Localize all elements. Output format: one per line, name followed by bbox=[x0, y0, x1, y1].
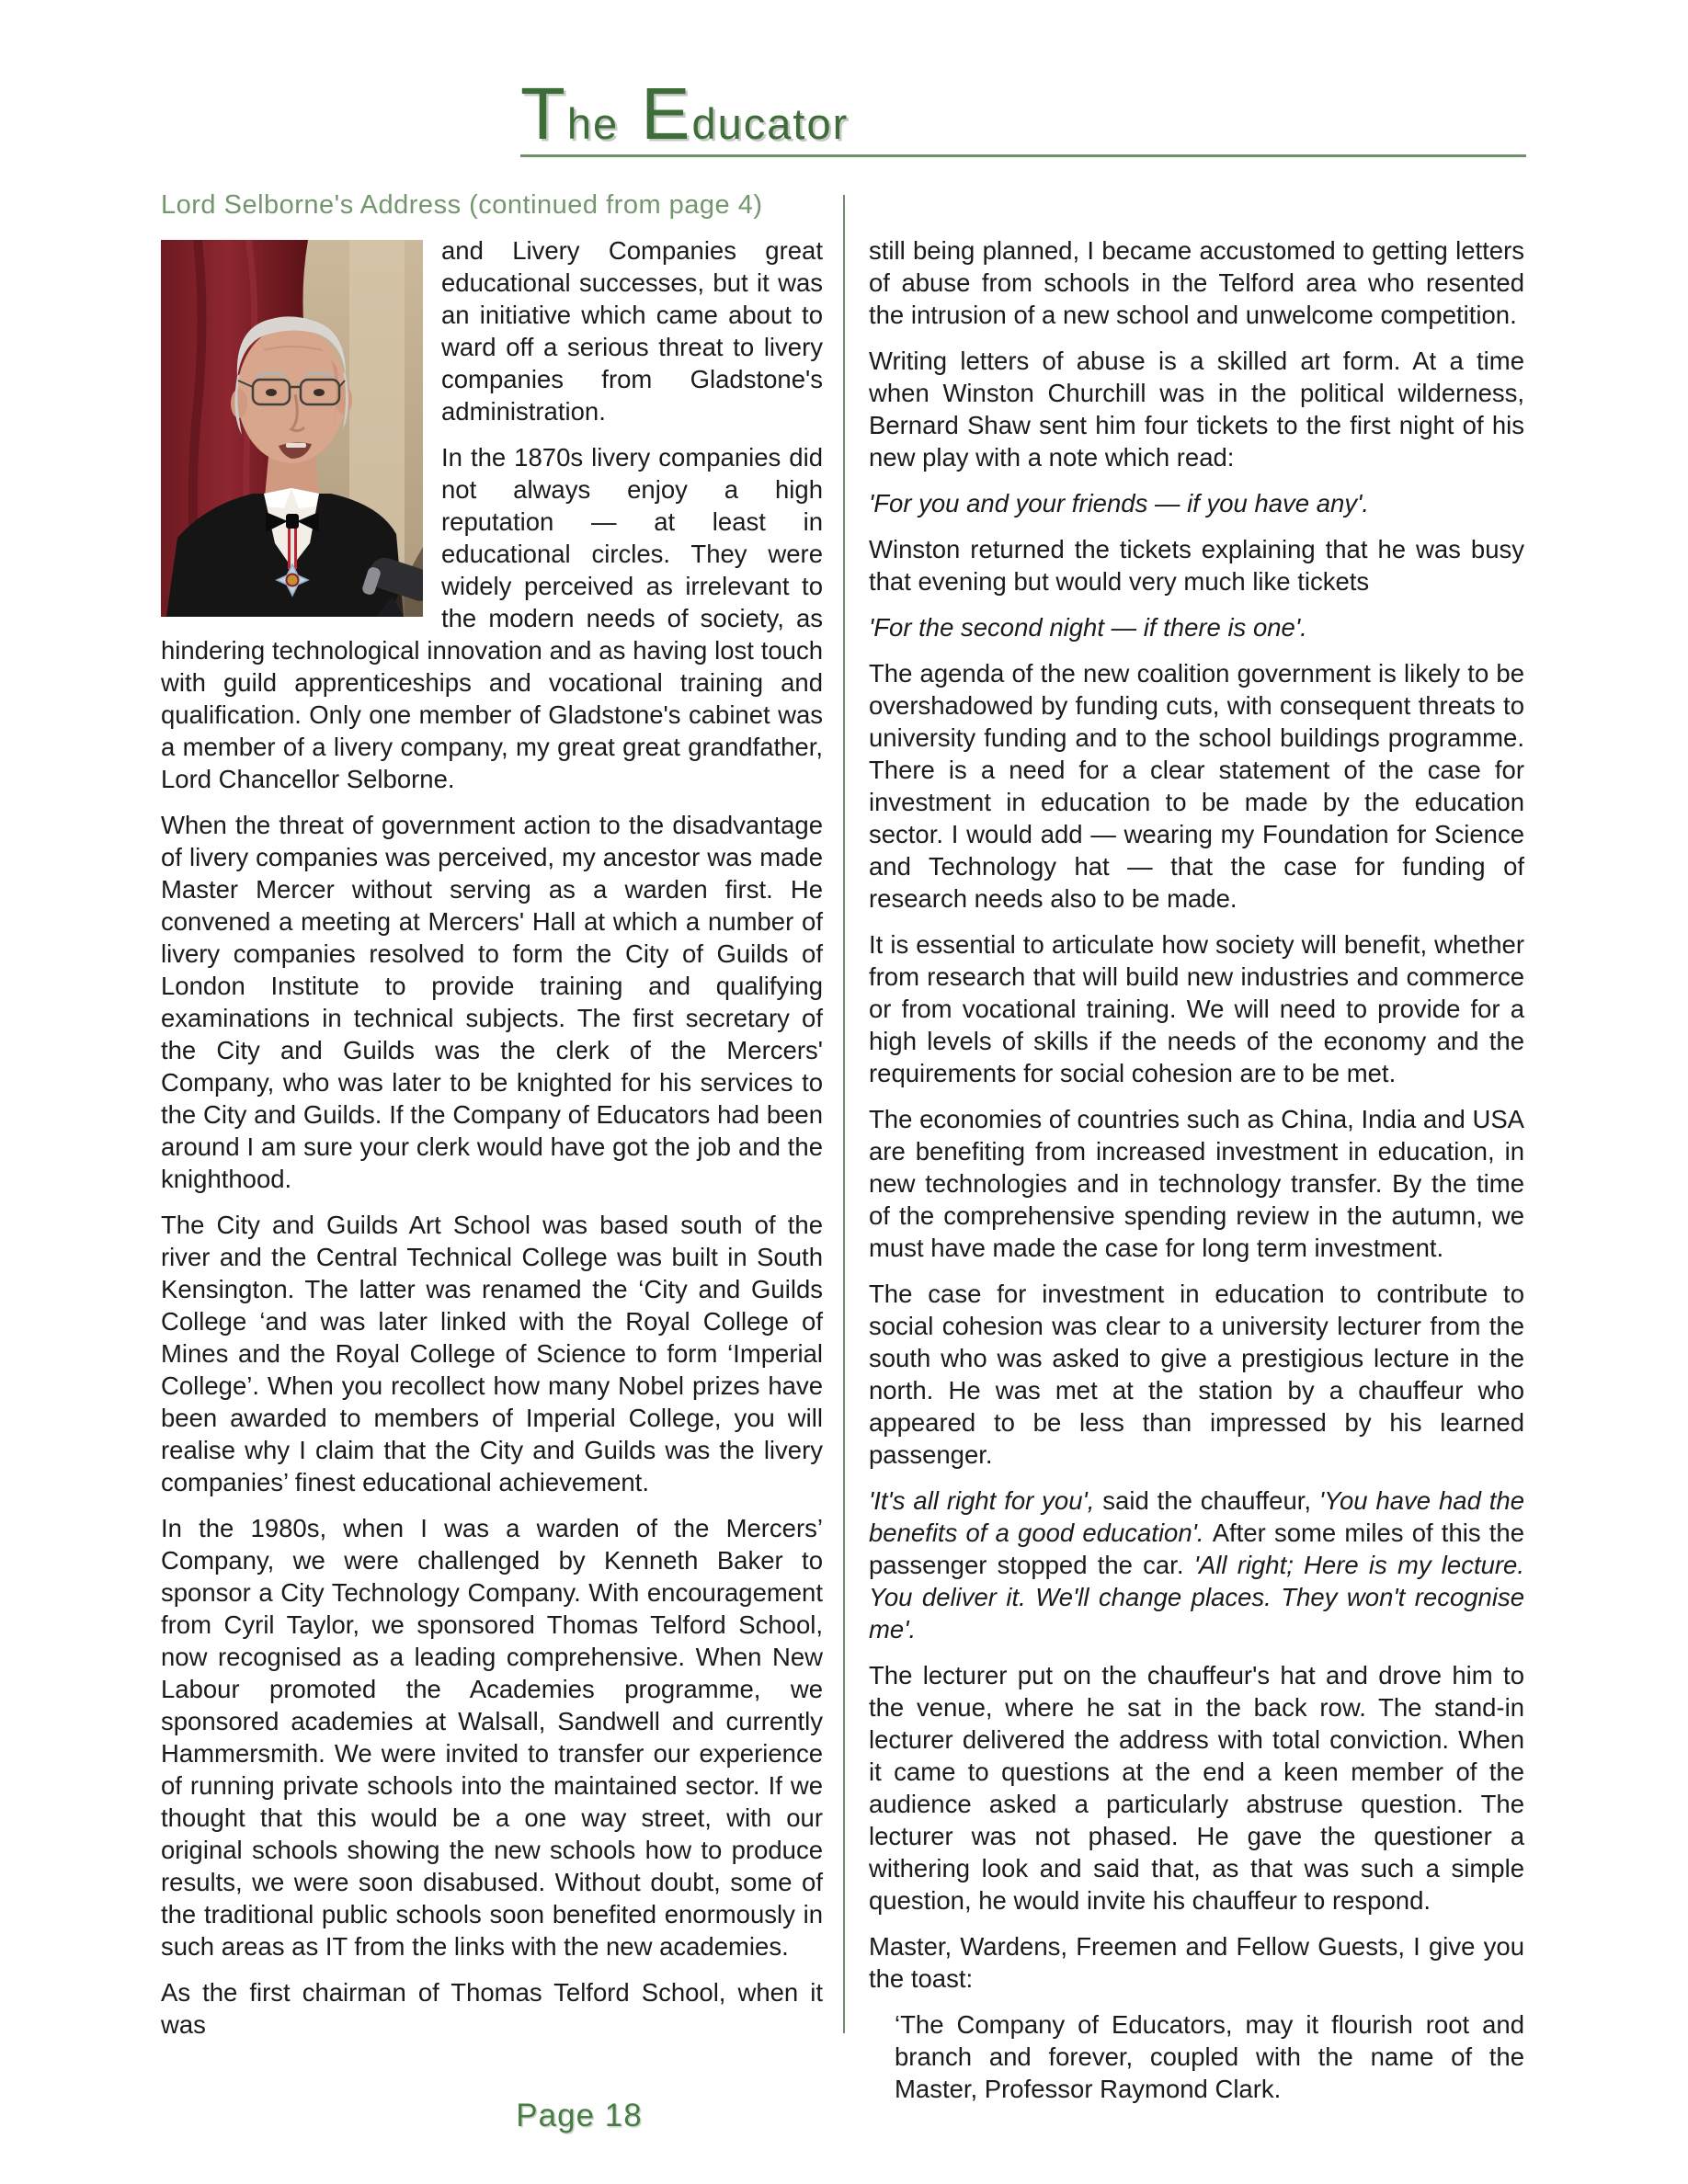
body-text: Writing letters of abuse is a skilled art form. At a time when Winston Churchill was in the political wilderness, Bernard Shaw sent him four tickets to the first night of his new play with a note which read: bbox=[869, 347, 1524, 472]
quote-text: 'All right; Here is my lecture. You deliver it. We'll change places. They won't recognise me'. bbox=[869, 1551, 1524, 1644]
title-initial-e: E bbox=[641, 73, 692, 154]
paragraph bbox=[869, 533, 1524, 597]
paragraph bbox=[869, 1484, 1524, 1645]
paragraph bbox=[161, 809, 823, 1195]
body-text: said the chauffeur, bbox=[1102, 1486, 1319, 1515]
body-text: The economies of countries such as China, India and USA are benefiting from increased investment in education, in new technologies and in technology transfer. By the time of the comprehensive spending review in the autumn, we must have made the case for long term investment. bbox=[869, 1105, 1524, 1262]
body-text: Master, Wardens, Freemen and Fellow Guests, I give you the toast: bbox=[869, 1932, 1524, 1993]
quote-text: 'You have had the benefits of a good education'. bbox=[869, 1486, 1524, 1547]
page-footer bbox=[501, 2098, 657, 2134]
body-text: ‘The Company of Educators, may it flourish root and branch and forever, coupled with the name of the Master, Professor Raymond Clark. bbox=[895, 2010, 1524, 2103]
body-text: In the 1870s livery companies did not always enjoy a high reputation — at least in educational circles. They were widely perceived as irrelevant to the modern needs of society, as hindering technological innovation and as having lost touch with guild apprenticeships and vocational training and qualification. Only one member of Gladstone's cabinet was a member of a livery company, my great great grandfather, Lord Chancellor Selborne. bbox=[161, 443, 823, 793]
paragraph bbox=[869, 657, 1524, 915]
paragraph bbox=[869, 1278, 1524, 1471]
body-text: When the threat of government action to the disadvantage of livery companies was perceived, my ancestor was made Master Mercer without serving as a warden first. He convened a meeting at Mercers' Hall at which a number of livery companies resolved to form the City of Guilds of London Institute to provide training and qualifying examinations in technical subjects. The first secretary of the City and Guilds was the clerk of the Mercers' Company, who was later to be knighted for his services to the City and Guilds. If the Company of Educators had been around I am sure your clerk would have got the job and the knighthood. bbox=[161, 811, 823, 1193]
article-heading: Lord Selborne's Address (continued from page 4) bbox=[161, 190, 763, 220]
body-text: As the first chairman of Thomas Telford School, when it was bbox=[161, 1978, 823, 2039]
quote-text: 'For you and your friends — if you have any'. bbox=[869, 489, 1369, 518]
quote-text: 'It's all right for you', bbox=[869, 1486, 1103, 1515]
paragraph bbox=[869, 2008, 1524, 2105]
body-text: The agenda of the new coalition government is likely to be overshadowed by funding cuts, with consequent threats to university funding and to the school buildings programme. There is a need for a clear statement of the case for investment in education to be made by the education sector. I would add — wearing my Foundation for Science and Technology hat — that the case for funding of research needs also to be made. bbox=[869, 659, 1524, 913]
body-text: In the 1980s, when I was a warden of the Mercers’ Company, we were challenged by Kenneth Baker to sponsor a City Technology Company. With encouragement from Cyril Taylor, we sponsored Thomas Telford School, now recognised as a leading comprehensive. When New Labour promoted the Academies programme, we sponsored academies at Walsall, Sandwell and currently Hammersmith. We were invited to transfer our experience of running private schools into the maintained sector. If we thought that this would be a one way street, with our original schools showing the new schools how to produce results, we were soon disabused. Without doubt, some of the traditional public schools soon benefited enormously in such areas as IT from the links with the new academies. bbox=[161, 1514, 823, 1961]
body-text: still being planned, I became accustomed to getting letters of abuse from schools in the Telford area who resented the intrusion of a new school and unwelcome competition. bbox=[869, 236, 1524, 329]
paragraph bbox=[869, 1103, 1524, 1264]
paragraph bbox=[869, 611, 1524, 643]
paragraph bbox=[869, 234, 1524, 331]
title-word-the: he bbox=[566, 99, 620, 148]
body-text: After some miles of this the passenger stopped the car. bbox=[869, 1519, 1524, 1579]
paragraph bbox=[161, 1209, 823, 1498]
right-column-text bbox=[869, 234, 1524, 2105]
masthead-rule bbox=[520, 154, 1526, 157]
paragraph bbox=[869, 1930, 1524, 1995]
newsletter-title bbox=[520, 73, 850, 154]
body-text: The City and Guilds Art School was based south of the river and the Central Technical College was built in South Kensington. The latter was renamed the ‘City and Guilds College ‘and was later linked with the Royal College of Mines and the Royal College of Science to form ‘Imperial College’. When you recollect how many Nobel prizes have been awarded to members of Imperial College, you will realise why I claim that the City and Guilds was the livery companies’ finest educational achievement. bbox=[161, 1211, 823, 1496]
body-text: and Livery Companies great educational successes, but it was an initiative which came about to ward off a serious threat to livery companies from Gladstone's administration. bbox=[441, 236, 823, 426]
quote-text: 'For the second night — if there is one'. bbox=[869, 613, 1307, 642]
paragraph bbox=[869, 928, 1524, 1089]
speaker-photo bbox=[161, 240, 423, 617]
body-text: It is essential to articulate how society will benefit, whether from research that will build new industries and commerce or from vocational training. We will need to provide for a high levels of skills if the needs of the economy and the requirements for social cohesion are to be met. bbox=[869, 930, 1524, 1087]
title-word-educator: ducator bbox=[691, 99, 850, 148]
paragraph bbox=[869, 487, 1524, 519]
paragraph bbox=[869, 345, 1524, 473]
right-column bbox=[869, 188, 1524, 2119]
body-text: The case for investment in education to contribute to social cohesion was clear to a university lecturer from the south who was asked to give a prestigious lecture in the north. He was met at the station by a chauffeur who appeared to be less than impressed by his learned passenger. bbox=[869, 1280, 1524, 1469]
paragraph bbox=[869, 1659, 1524, 1917]
body-text: Winston returned the tickets explaining that he was busy that evening but would very much like tickets bbox=[869, 535, 1524, 596]
photo-illustration bbox=[161, 240, 423, 617]
article-body bbox=[161, 188, 1524, 2119]
paragraph bbox=[161, 1976, 823, 2041]
body-text: The lecturer put on the chauffeur's hat and drove him to the venue, where he sat in the back row. The stand-in lecturer delivered the address with total conviction. When it came to questions at the end a keen member of the audience asked a particularly abstruse question. The lecturer was not phased. He gave the questioner a withering look and said that, as that was such a simple question, he would invite his chauffeur to respond. bbox=[869, 1661, 1524, 1915]
paragraph bbox=[161, 1512, 823, 1962]
title-initial-t: T bbox=[520, 73, 567, 154]
left-column bbox=[161, 188, 823, 2054]
page-number: Page 18 bbox=[516, 2098, 643, 2133]
